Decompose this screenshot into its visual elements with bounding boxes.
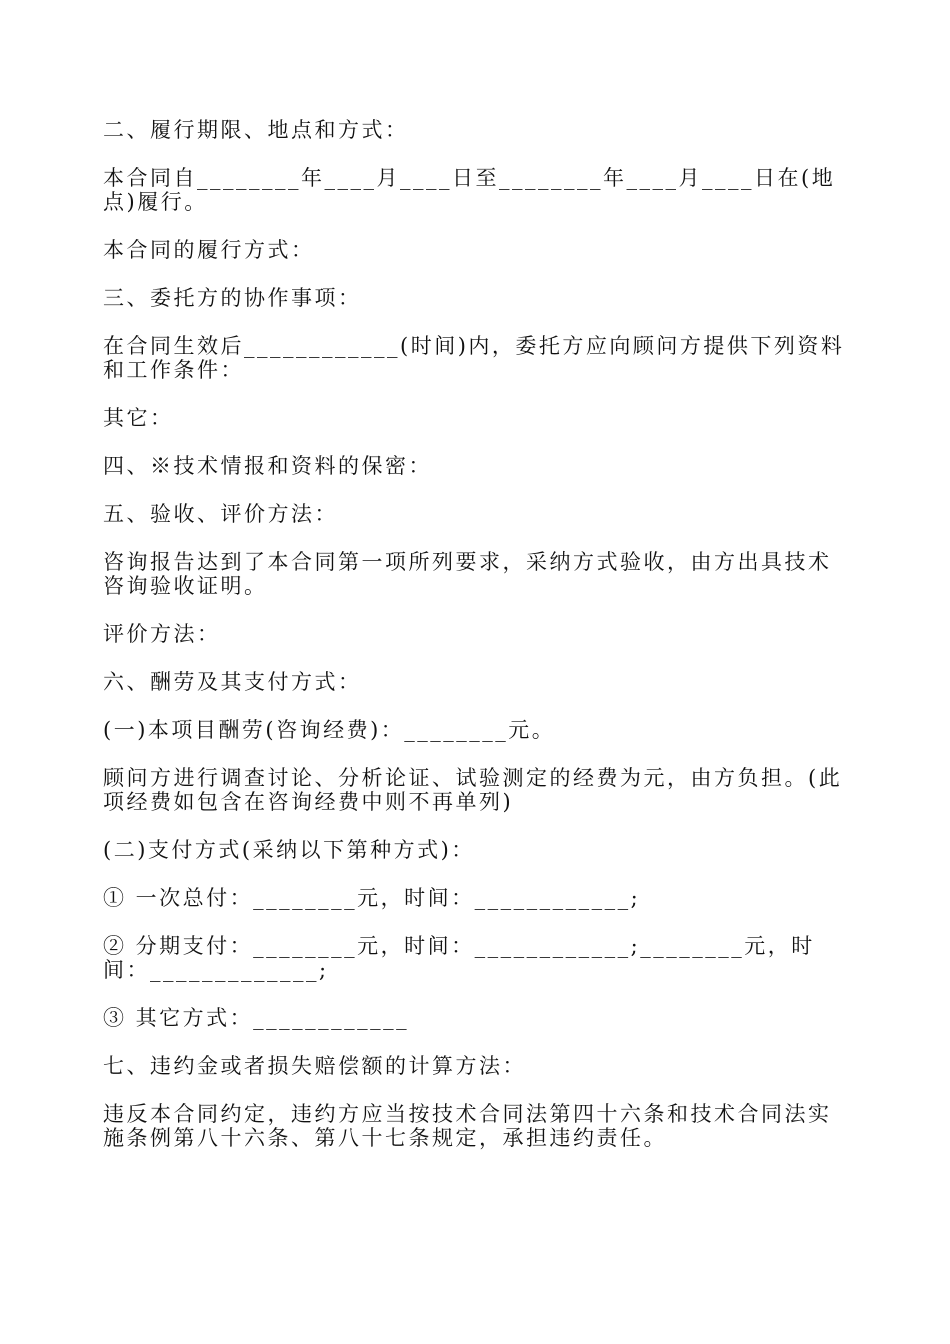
paragraph-cooperation-materials: 在合同生效后____________(时间)内，委托方应向顾问方提供下列资料和工作条件： [103, 334, 845, 382]
section-heading-acceptance: 五、验收、评价方法： [103, 502, 338, 526]
paragraph-payment-method: (二)支付方式(采纳以下第种方式)： [103, 838, 475, 862]
paragraph-performance-method: 本合同的履行方式： [103, 238, 315, 262]
section-heading-performance: 二、履行期限、地点和方式： [103, 118, 409, 142]
section-heading-cooperation: 三、委托方的协作事项： [103, 286, 362, 310]
paragraph-other: 其它： [103, 406, 174, 430]
section-heading-confidentiality: 四、※技术情报和资料的保密： [103, 454, 432, 478]
paragraph-evaluation-method: 评价方法： [103, 622, 221, 646]
paragraph-installment-payment: ② 分期支付：________元，时间：____________;________元，时间：_____________; [103, 934, 815, 982]
paragraph-breach-liability: 违反本合同约定，违约方应当按技术合同法第四十六条和技术合同法实施条例第八十六条、第八十七条规定，承担违约责任。 [103, 1102, 832, 1150]
paragraph-remuneration-amount: (一)本项目酬劳(咨询经费)：________元。 [103, 718, 556, 742]
paragraph-lump-sum-payment: ① 一次总付：________元，时间：____________; [103, 886, 641, 910]
paragraph-acceptance: 咨询报告达到了本合同第一项所列要求，采纳方式验收，由方出具技术咨询验收证明。 [103, 550, 832, 598]
paragraph-performance-period: 本合同自________年____月____日至________年____月____日在(地点)履行。 [103, 166, 836, 214]
section-heading-liquidated-damages: 七、违约金或者损失赔偿额的计算方法： [103, 1054, 526, 1078]
section-heading-remuneration: 六、酬劳及其支付方式： [103, 670, 362, 694]
paragraph-research-expenses: 顾问方进行调查讨论、分析论证、试验测定的经费为元，由方负担。(此项经费如包含在咨询经费中则不再单列) [103, 766, 843, 814]
document-body [103, 118, 853, 1174]
paragraph-other-payment: ③ 其它方式：____________ [103, 1006, 410, 1030]
